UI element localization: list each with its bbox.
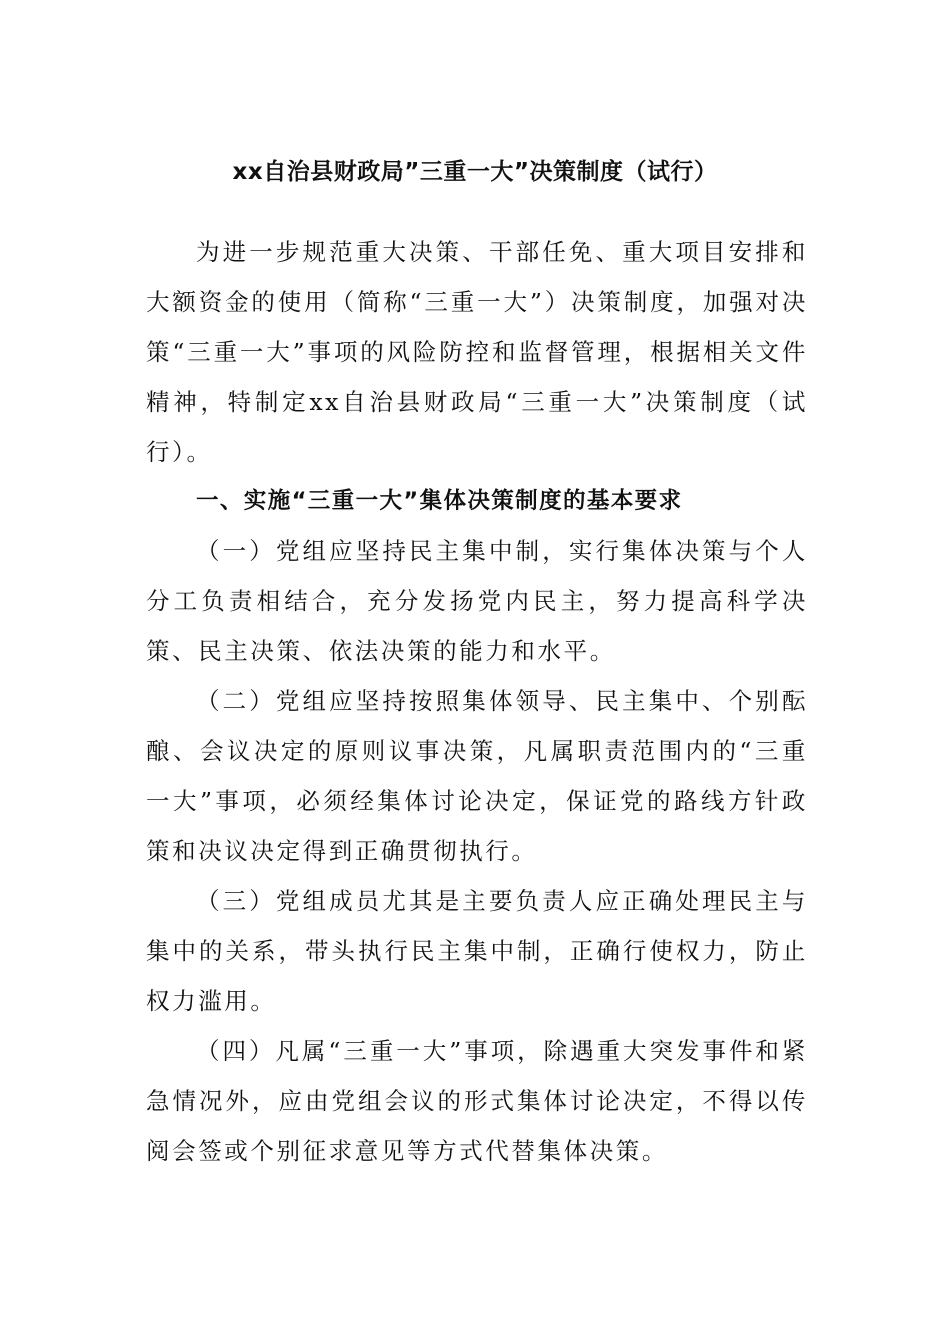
item-paragraph-4: （四）凡属“三重一大”事项，除遇重大突发事件和紧急情况外，应由党组会议的形式集体讨论决定，不得以传阅会签或个别征求意见等方式代替集体决策。 [146, 1037, 808, 1165]
intro-paragraph: 为进一步规范重大决策、干部任免、重大项目安排和大额资金的使用（简称“三重一大”）决策制度，加强对决策“三重一大”事项的风险防控和监督管理，根据相关文件精神，特制定xx自治县财政局“三重一大”决策制度（试行）。 [146, 238, 808, 466]
section-heading: 一、实施“三重一大”集体决策制度的基本要求 [196, 488, 683, 514]
item-paragraph-3: （三）党组成员尤其是主要负责人应正确处理民主与集中的关系，带头执行民主集中制，正确行使权力，防止权力滥用。 [146, 887, 808, 1015]
item-paragraph-2: （二）党组应坚持按照集体领导、民主集中、个别酝酿、会议决定的原则议事决策，凡属职责范围内的“三重一大”事项，必须经集体讨论决定，保证党的路线方针政策和决议决定得到正确贯彻执行。 [146, 687, 808, 865]
document-title: xx自治县财政局”三重一大”决策制度（试行） [232, 159, 718, 185]
item-paragraph-1: （一）党组应坚持民主集中制，实行集体决策与个人分工负责相结合，充分发扬党内民主，努力提高科学决策、民主决策、依法决策的能力和水平。 [146, 537, 808, 665]
